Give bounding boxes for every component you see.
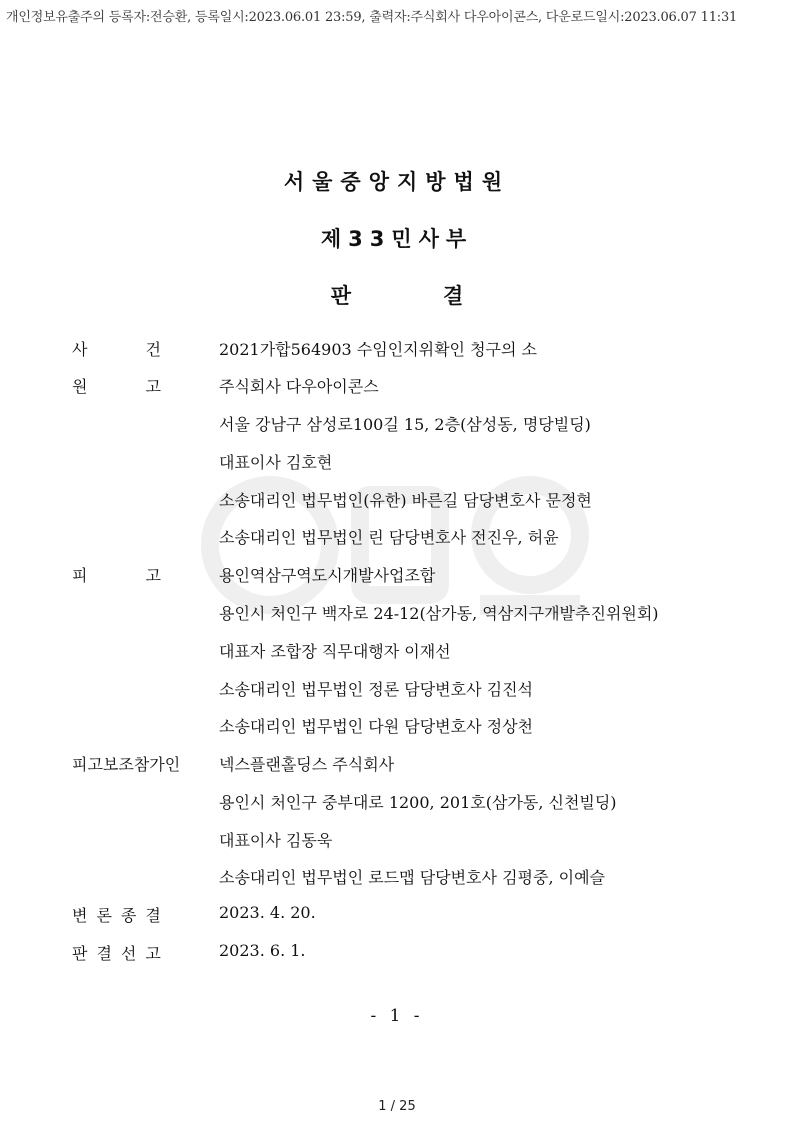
intervenor-name: 넥스플랜홀딩스 주식회사 — [219, 755, 395, 774]
defendant-representative: 대표자 조합장 직무대행자 이재선 — [219, 642, 451, 661]
case-value: 2021가합564903 수임인지위확인 청구의 소 — [219, 340, 537, 359]
intervenor-label: 피고보조참가인 — [72, 755, 181, 774]
intervenor-representative: 대표이사 김동욱 — [219, 831, 333, 850]
defendant-label: 피고 — [72, 566, 219, 585]
defendant-counsel-1: 소송대리인 법무법인 정론 담당변호사 김진석 — [219, 680, 534, 699]
intervenor-representative-row — [0, 828, 794, 852]
closing-date: 2023. 4. 20. — [219, 903, 316, 922]
plaintiff-row — [0, 374, 794, 398]
plaintiff-address: 서울 강남구 삼성로100길 15, 2층(삼성동, 명당빌딩) — [219, 415, 591, 434]
plaintiff-counsel-row-1 — [0, 488, 794, 512]
plaintiff-label: 원고 — [72, 377, 219, 396]
intervenor-counsel-row — [0, 865, 794, 889]
page-counter: 1 / 25 — [378, 1099, 416, 1114]
defendant-address-row — [0, 601, 794, 625]
intervenor-counsel: 소송대리인 법무법인 로드맵 담당변호사 김평중, 이예슬 — [219, 868, 606, 887]
ruling-date: 2023. 6. 1. — [219, 941, 306, 960]
case-row — [0, 337, 794, 361]
document-title: 판결 — [330, 284, 556, 308]
top-note: 개인정보유출주의 등록자:전승환, 등록일시:2023.06.01 23:59, 출력자:주식회사 다우아이콘스, 다운로드일시:2023.06.07 11:31 — [6, 10, 738, 25]
defendant-counsel-2: 소송대리인 법무법인 다원 담당변호사 정상천 — [219, 717, 534, 736]
plaintiff-counsel-1: 소송대리인 법무법인(유한) 바른길 담당변호사 문정현 — [219, 491, 592, 510]
court-division: 제33민사부 — [320, 227, 474, 251]
defendant-address: 용인시 처인구 백자로 24-12(삼가동, 역삼지구개발추진위원회) — [219, 604, 659, 623]
intervenor-row — [0, 752, 794, 776]
closing-row — [0, 903, 794, 927]
plaintiff-counsel-row-2 — [0, 525, 794, 549]
defendant-representative-row — [0, 639, 794, 663]
intervenor-address-row — [0, 790, 794, 814]
intervenor-address: 용인시 처인구 중부대로 1200, 201호(삼가동, 신천빌딩) — [219, 793, 617, 812]
plaintiff-representative-row — [0, 450, 794, 474]
closing-label: 변론종결 — [72, 906, 170, 925]
court-name: 서울중앙지방법원 — [283, 170, 511, 194]
defendant-name: 용인역삼구역도시개발사업조합 — [219, 566, 436, 585]
ruling-row — [0, 941, 794, 965]
defendant-counsel-row-2 — [0, 714, 794, 738]
plaintiff-counsel-2: 소송대리인 법무법인 린 담당변호사 전진우, 허윤 — [219, 528, 559, 547]
defendant-counsel-row-1 — [0, 677, 794, 701]
page-number: - 1 - — [370, 1006, 424, 1026]
case-label: 사건 — [72, 340, 219, 359]
ruling-label: 판결선고 — [72, 944, 170, 963]
defendant-row — [0, 563, 794, 587]
plaintiff-name: 주식회사 다우아이콘스 — [219, 377, 379, 396]
plaintiff-address-row — [0, 412, 794, 436]
plaintiff-representative: 대표이사 김호현 — [219, 453, 333, 472]
